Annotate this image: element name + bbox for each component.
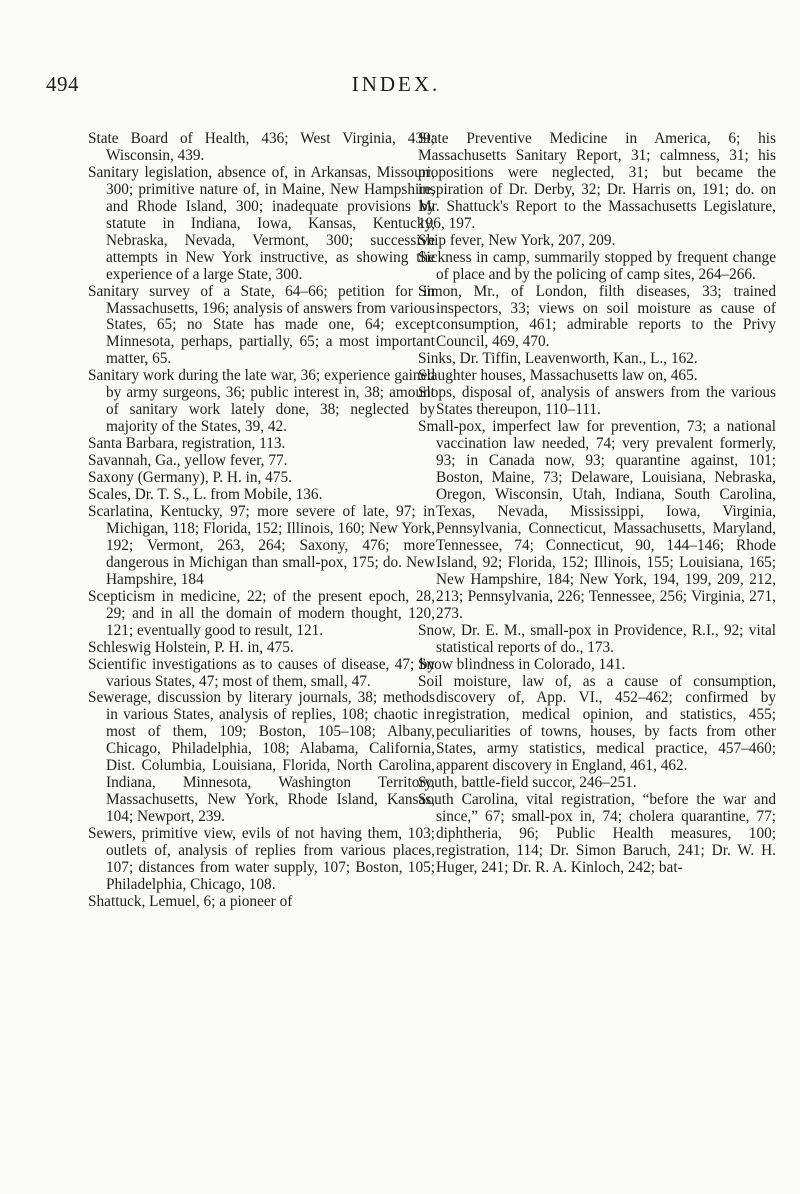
index-entry: Sickness in camp, summarily stopped by frequent change of place and by the policing of camp sites, 264–266. xyxy=(418,248,776,283)
index-entry: Sewers, primitive view, evils of not having them, 103; outlets of, analysis of replies from various places, 107; distances from water supply, 107; Boston, 105; Philadelphia, Chicago, 108. xyxy=(88,825,435,893)
index-entry: Sewerage, discussion by literary journals, 38; methods in various States, analysis of replies, 108; chaotic in most of them, 109; Boston, 105–108; Albany, Chicago, Philadelphia, 108; Alabama, California, Dist. Columbia, Louisiana, Florida, North Carolina, Indiana, Minnesota, Washington Territory, Massachusetts, New York, Rhode Island, Kansas, 104; Newport, 239. xyxy=(88,689,435,826)
index-entry: Sinks, Dr. Tiffin, Leavenworth, Kan., L., 162. xyxy=(418,350,698,368)
page-header xyxy=(46,72,746,102)
index-column-left xyxy=(88,131,435,911)
index-entry: South, battle-field succor, 246–251. xyxy=(418,774,637,792)
index-entry: Scales, Dr. T. S., L. from Mobile, 136. xyxy=(88,486,323,504)
index-entry: Sanitary legislation, absence of, in Arkansas, Missouri, 300; primitive nature of, in Maine, New Hampshire, and Rhode Island, 300; inadequate provisions by statute in Indiana, Iowa, Kansas, Kentucky, Nebraska, Nevada, Vermont, 300; successive attempts in New York instructive, as showing the experience of a large State, 300. xyxy=(88,163,435,283)
index-entry: South Carolina, vital registration, “before the war and since,” 67; small-pox in, 74; cholera quarantine, 77; diphtheria, 96; Public Health measures, 100; registration, 114; Dr. Simon Baruch, 241; Dr. W. H. Huger, 241; Dr. R. A. Kinloch, 242; bat- xyxy=(418,791,776,876)
index-entry: Slaughter houses, Massachusetts law on, 465. xyxy=(418,367,698,385)
index-entry: Schleswig Holstein, P. H. in, 475. xyxy=(88,638,294,656)
index-entry: Saxony (Germany), P. H. in, 475. xyxy=(88,469,292,487)
index-entry: Scientific investigations as to causes of disease, 47; by various States, 47; most of them, small, 47. xyxy=(88,655,435,690)
index-entry: Ship fever, New York, 207, 209. xyxy=(418,231,616,249)
index-entry: Simon, Mr., of London, filth diseases, 33; trained inspectors, 33; views on soil moisture as cause of consumption, 461; admirable reports to the Privy Council, 469, 470. xyxy=(418,282,776,351)
index-entry: Scarlatina, Kentucky, 97; more severe of late, 97; in Michigan, 118; Florida, 152; Illinois, 160; New York, 192; Vermont, 263, 264; Saxony, 476; more dangerous in Michigan than small-pox, 175; do. New Hampshire, 184 xyxy=(88,502,435,588)
index-entry: Slops, disposal of, analysis of answers from the various States thereupon, 110–111. xyxy=(418,384,776,419)
index-entry: Santa Barbara, registration, 113. xyxy=(88,435,286,453)
index-entry: Snow, Dr. E. M., small-pox in Providence, R.I., 92; vital statistical reports of do., 173. xyxy=(418,621,776,656)
index-column-right xyxy=(418,131,776,877)
index-entry: Snow blindness in Colorado, 141. xyxy=(418,655,626,673)
index-entry-continued: State Preventive Medicine in America, 6; his Massachusetts Sanitary Report, 31; calmness, 31; his propositions were neglected, 31; but became the inspiration of Dr. Derby, 32; Dr. Harris on, 191; do. on Mr. Shattuck's Report to the Massachusetts Legislature, 196, 197. xyxy=(418,130,776,232)
running-title: INDEX. xyxy=(351,72,441,96)
index-entry: Sanitary work during the late war, 36; experience gained by army surgeons, 36; public interest in, 38; amount of sanitary work lately done, 38; neglected by majority of the States, 39, 42. xyxy=(88,367,435,436)
page-number: 494 xyxy=(46,72,79,96)
index-entry: Shattuck, Lemuel, 6; a pioneer of xyxy=(88,892,293,910)
index-entry: Soil moisture, law of, as a cause of consumption, discovery of, App. VI., 452–462; confirmed by registration, medical opinion, and statistics, 455; peculiarities of towns, houses, by facts from other States, army statistics, medical practice, 457–460; apparent discovery in England, 461, 462. xyxy=(418,672,776,775)
index-entry: Scepticism in medicine, 22; of the present epoch, 28, 29; and in all the domain of modern thought, 120, 121; eventually good to result, 121. xyxy=(88,587,435,639)
index-entry: Sanitary survey of a State, 64–66; petition for in Massachusetts, 196; analysis of answers from various States, 65; no State has made one, 64; except Minnesota, perhaps, partially, 65; a most important matter, 65. xyxy=(88,282,435,368)
index-entry: Savannah, Ga., yellow fever, 77. xyxy=(88,452,288,470)
index-entry: State Board of Health, 436; West Virginia, 439; Wisconsin, 439. xyxy=(88,130,435,164)
index-entry: Small-pox, imperfect law for prevention, 73; a national vaccination law needed, 74; very prevalent formerly, 93; in Canada now, 93; quarantine against, 101; Boston, Maine, 73; Delaware, Louisiana, Nebraska, Oregon, Wisconsin, Utah, Indiana, South Carolina, Texas, Nevada, Mississippi, Iowa, Virginia, Pennsylvania, Connecticut, Massachusetts, Maryland, Tennessee, 74; Connecticut, 90, 144–146; Rhode Island, 92; Florida, 152; Illinois, 155; Louisiana, 165; New Hampshire, 184; New York, 194, 199, 209, 212, 213; Pennsylvania, 226; Tennessee, 256; Virginia, 271, 273. xyxy=(418,418,776,622)
